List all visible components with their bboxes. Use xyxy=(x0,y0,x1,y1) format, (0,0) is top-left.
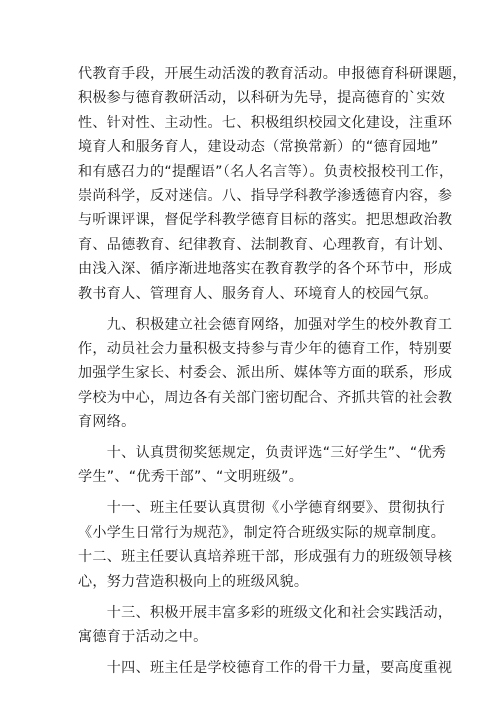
text-line: 由浅入深、循序渐进地落实在教育教学的各个环节中，形成 xyxy=(78,261,453,278)
text-line: 十一、班主任要认真贯彻《小学德育纲要》、贯彻执行 xyxy=(78,500,446,517)
text-line: 十二、班主任要认真培养班干部，形成强有力的班级领导核 xyxy=(78,549,453,566)
text-line: 育、品德教育、纪律教育、法制教育、心理教育，有计划、 xyxy=(78,236,453,253)
text-line: 性、针对性、主动性。七、积极组织校园文化建设，注重环 xyxy=(78,114,453,131)
text-line: 学生”、“优秀干部”、“文明班级”。 xyxy=(78,469,304,486)
text-line: 十三、积极开展丰富多彩的班级文化和社会实践活动， xyxy=(78,604,453,621)
text-line: 和有感召力的“提醒语”（名人名言等）。负责校报校刊工作， xyxy=(78,163,454,180)
text-line: 积极参与德育教研活动，以科研为先导，提高德育的`实效 xyxy=(78,90,446,107)
body-text xyxy=(78,62,467,680)
text-line: 寓德育于活动之中。 xyxy=(78,628,208,645)
text-line: 崇尚科学，反对迷信。八、指导学科教学渗透德育内容，参 xyxy=(78,187,453,204)
text-line: 心，努力营造积极向上的班级风貌。 xyxy=(78,573,309,590)
text-line: 《小学生日常行为规范》，制定符合班级实际的规章制度。 xyxy=(78,524,446,541)
text-line: 加强学生家长、村委会、派出所、媒体等方面的联系，形成 xyxy=(78,365,453,382)
text-line: 作，动员社会力量积极支持参与青少年的德育工作，特别要 xyxy=(78,340,453,357)
text-line: 育网络。 xyxy=(78,414,136,431)
text-line: 境育人和服务育人，建设动态（常换常新）的“德育园地” xyxy=(78,139,439,156)
text-line: 九、积极建立社会德育网络，加强对学生的校外教育工 xyxy=(78,316,453,333)
text-line: 代教育手段，开展生动活泼的教育活动。申报德育科研课题， xyxy=(78,66,467,82)
text-line: 教书育人、管理育人、服务育人、环境育人的校园气氛。 xyxy=(78,285,438,302)
text-line: 学校为中心，周边各有关部门密切配合、齐抓共管的社会教 xyxy=(78,389,453,406)
text-line: 十四、班主任是学校德育工作的骨干力量，要高度重视 xyxy=(78,659,453,676)
text-line: 与听课评课，督促学科教学德育目标的落实。把思想政治教 xyxy=(78,212,453,229)
text-line: 十、认真贯彻奖惩规定，负责评选“三好学生”、“优秀 xyxy=(78,445,447,462)
